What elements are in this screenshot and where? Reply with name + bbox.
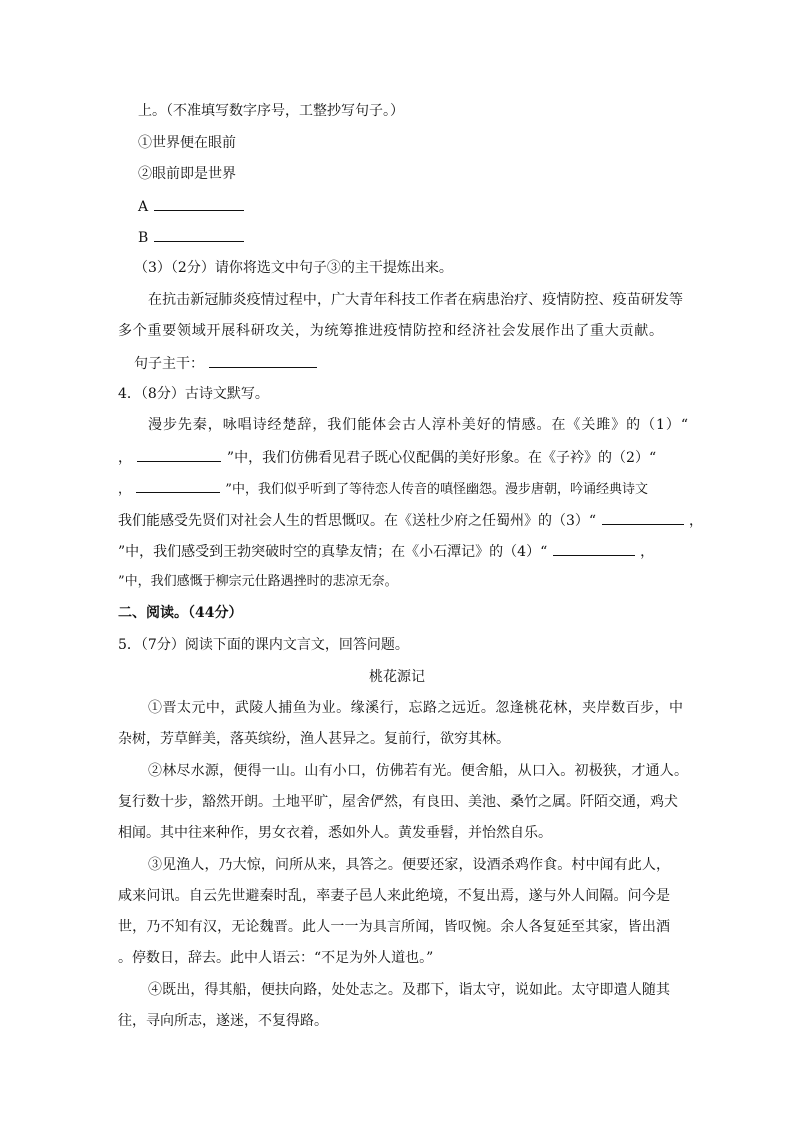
text-segment: ”中，我们感受到王勃突破时空的真挚友情；在《小石潭记》的（4）“ xyxy=(118,544,548,560)
passage-line: 往，寻向所志，遂迷，不复得路。 xyxy=(118,1013,328,1029)
text-line: 多个重要领域开展科研攻关，为统筹推进疫情防控和经济社会发展作出了重大贡献。 xyxy=(118,323,663,339)
section-heading: 二、阅读。（44分） xyxy=(118,605,243,621)
answer-line-b xyxy=(138,227,245,248)
question-5: 5．（7分）阅读下面的课内文言文，回答问题。 xyxy=(118,637,409,653)
text-line: ①世界便在眼前 xyxy=(138,135,236,151)
passage-line: 杂树，芳草鲜美，落英缤纷，渔人甚异之。复前行，欲穷其林。 xyxy=(118,731,510,747)
answer-blank[interactable] xyxy=(154,227,244,242)
passage-line: 复行数十步，豁然开朗。土地平旷，屋舍俨然，有良田、美池、桑竹之属。阡陌交通，鸡犬 xyxy=(118,794,678,810)
text-line: 漫步先秦，咏唱诗经楚辞，我们能体会古人淳朴美好的情感。在《关雎》的（1）“ xyxy=(148,417,688,433)
answer-line-a xyxy=(138,196,245,217)
text-line: 上。（不准填写数字序号，工整抄写句子。） xyxy=(138,103,404,119)
passage-line: 相闻。其中往来种作，男女衣着，悉如外人。黄发垂髫，并怡然自乐。 xyxy=(118,825,552,841)
text-segment: ”中，我们似乎听到了等待恋人传音的嗔怪幽怨。漫步唐朝，吟诵经典诗文 xyxy=(225,482,648,497)
passage-line: 世，乃不知有汉，无论魏晋。此人一一为具言所闻，皆叹惋。余人各复延至其家，皆出酒 xyxy=(118,919,670,935)
question-4: 4．（8分）古诗文默写。 xyxy=(118,386,269,402)
answer-blank[interactable] xyxy=(553,541,635,556)
fill-line-3 xyxy=(118,510,703,531)
label-a: A xyxy=(138,199,149,215)
comma: ， xyxy=(118,450,132,466)
text-line: ”中，我们感慨于柳宗元仕路遇挫时的悲凉无奈。 xyxy=(118,574,398,589)
answer-blank[interactable] xyxy=(136,478,220,493)
passage-line: ①晋太元中，武陵人捕鱼为业。缘溪行，忘路之远近。忽逢桃花林，夹岸数百步，中 xyxy=(148,700,683,716)
sentence-trunk-label: 句子主干： xyxy=(134,356,204,372)
fill-line-4 xyxy=(118,541,654,562)
text-segment: ”中，我们仿佛看见君子既心仪配偶的美好形象。在《子衿》的（2）“ xyxy=(226,450,657,466)
text-line: 在抗击新冠肺炎疫情过程中，广大青年科技工作者在病患治疗、疫情防控、疫苗研发等 xyxy=(148,292,683,308)
comma: ， xyxy=(118,482,132,497)
question-3: （3）（2分）请你将选文中句子③的主干提炼出来。 xyxy=(134,260,453,276)
fill-line-1 xyxy=(118,447,656,468)
text-segment: 我们能感受先贤们对社会人生的哲思慨叹。在《送杜少府之任蜀州》的（3）“ xyxy=(118,513,597,529)
passage-line: ③见渔人，乃大惊，问所从来，具答之。便要还家，设酒杀鸡作食。村中闻有此人， xyxy=(148,857,670,873)
passage-line: 。停数日，辞去。此中人语云：“不足为外人道也。” xyxy=(118,950,434,966)
comma: ， xyxy=(688,513,703,529)
sentence-trunk-line xyxy=(134,353,318,374)
text-line: ②眼前即是世界 xyxy=(138,166,236,182)
passage-line: ②林尽水源，便得一山。山有小口，仿佛若有光。便舍船，从口入。初极狭，才通人。 xyxy=(148,763,688,779)
comma: ， xyxy=(640,544,655,560)
answer-blank[interactable] xyxy=(209,353,317,368)
answer-blank[interactable] xyxy=(154,196,244,211)
answer-blank[interactable] xyxy=(602,510,684,525)
answer-blank[interactable] xyxy=(137,447,221,462)
label-b: B xyxy=(138,230,149,246)
fill-line-2 xyxy=(118,478,648,500)
passage-line: 咸来问讯。自云先世避秦时乱，率妻子邑人来此绝境，不复出焉，遂与外人间隔。问今是 xyxy=(118,888,670,904)
passage-line: ④既出，得其船，便扶向路，处处志之。及郡下，诣太守，说如此。太守即遣人随其 xyxy=(148,982,670,998)
passage-title: 桃花源记 xyxy=(369,669,425,685)
